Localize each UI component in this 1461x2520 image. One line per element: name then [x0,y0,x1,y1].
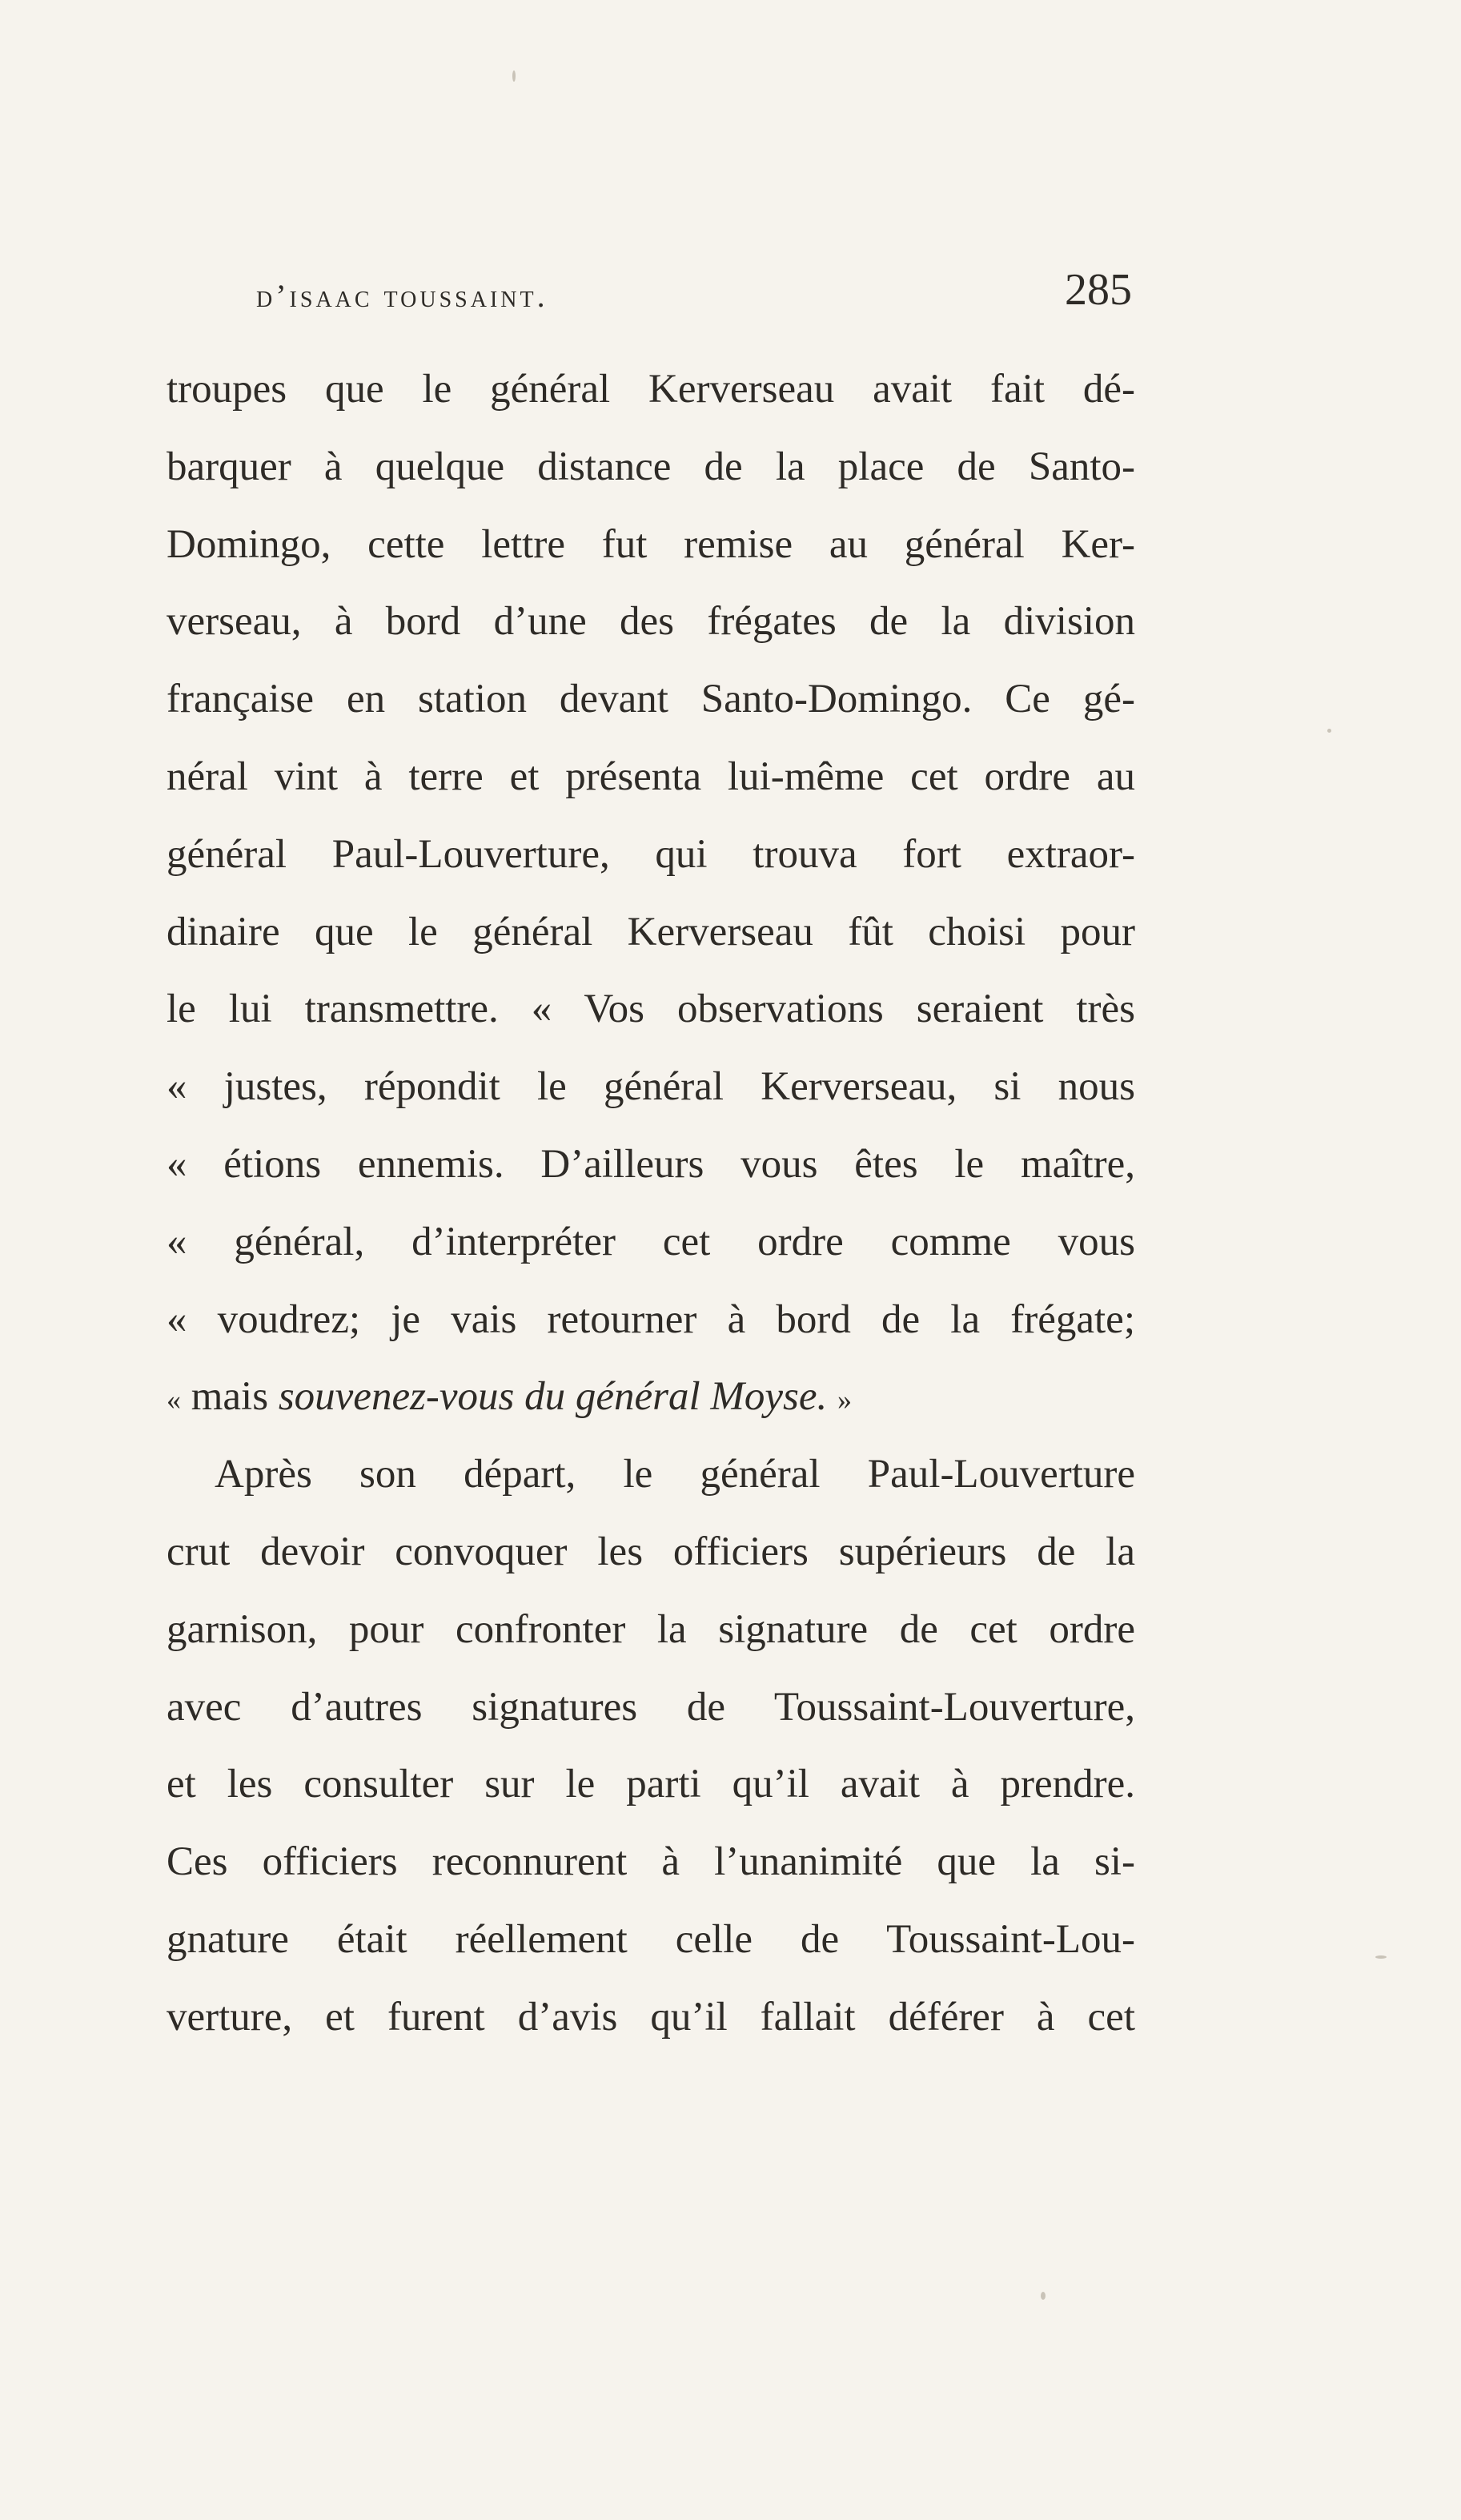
italic-quote: souvenez-vous du général Moyse. [278,1374,828,1420]
text-line: troupes que le général Kerverseau avait fait dé- [167,367,1135,412]
text-line: garnison, pour confronter la signature de cet ordre [167,1606,1135,1652]
body-text [167,351,1135,2056]
text-line: « étions ennemis. D’ailleurs vous êtes le maître, [167,1141,1135,1187]
text-line: barquer à quelque distance de la place de Santo- [167,444,1135,489]
text-line: crut devoir convoquer les officiers supérieurs de la [167,1529,1135,1574]
text-line: « justes, répondit le général Kerverseau, si nous [167,1064,1135,1110]
quote-closing-line [167,1358,1135,1436]
running-title: d’isaac toussaint. [256,278,548,314]
text-line: « général, d’interpréter cet ordre comme vous [167,1219,1135,1264]
text-line: le lui transmettre. « Vos observations seraient très [167,987,1135,1032]
text-line: néral vint à terre et présenta lui-même cet ordre au [167,754,1135,799]
paragraph-first-line: Après son départ, le général Paul-Louverture [215,1452,1135,1497]
text-line: général Paul-Louverture, qui trouva fort extraor- [167,831,1135,877]
paper-speck [1375,1955,1387,1959]
close-quote-mark: » [837,1384,853,1417]
open-quote-mark: « [167,1384,181,1417]
text-line: Domingo, cette lettre fut remise au général Ker- [167,521,1135,567]
text-line: et les consulter sur le parti qu’il avait à prendre. [167,1762,1135,1807]
page-header [167,264,1135,328]
text-line: avec d’autres signatures de Toussaint-Louverture, [167,1684,1135,1730]
paper-speck [512,70,516,82]
paper-speck [1041,2292,1046,2300]
text-line: « voudrez; je vais retourner à bord de la frégate; [167,1296,1135,1342]
text-line: Ces officiers reconnurent à l’unanimité que la si- [167,1839,1135,1885]
text-line: dinaire que le général Kerverseau fût choisi pour [167,909,1135,955]
text-line: verseau, à bord d’une des frégates de la division [167,599,1135,645]
text-line: gnature était réellement celle de Toussaint-Lou- [167,1916,1135,1962]
quote-lead-word: mais [191,1374,269,1420]
text-line: verture, et furent d’avis qu’il fallait déférer à cet [167,1994,1135,2040]
paper-speck [1327,729,1331,733]
text-line: française en station devant Santo-Domingo. Ce gé- [167,677,1135,722]
page-number: 285 [1065,265,1132,315]
